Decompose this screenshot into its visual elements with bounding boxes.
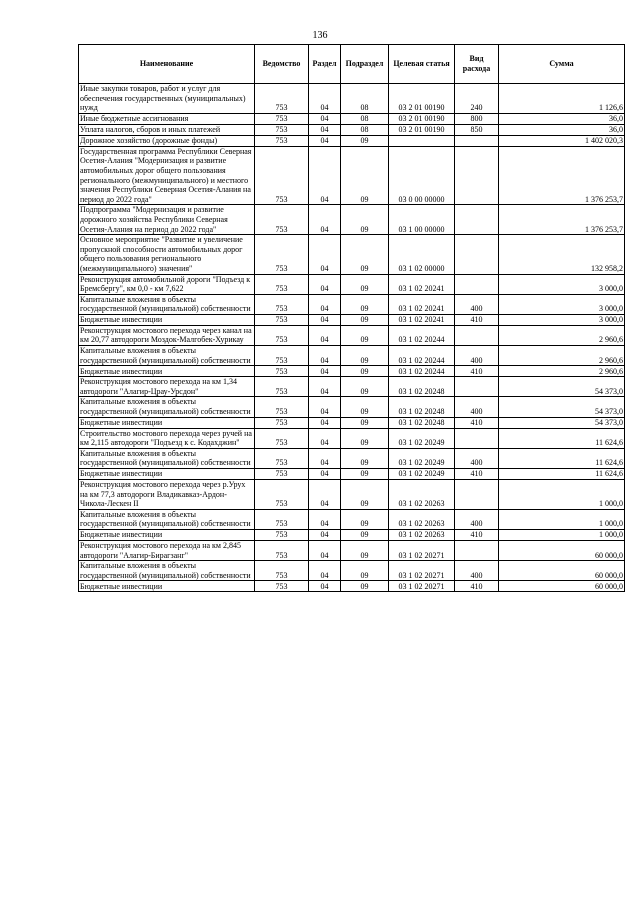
row-section: 04 [309,561,341,581]
row-target-article: 03 1 02 20241 [389,314,455,325]
table-row [79,480,625,510]
row-amount: 1 000,0 [499,480,625,510]
row-amount: 1 126,6 [499,84,625,114]
row-name: Бюджетные инвестиции [79,529,255,540]
row-subsection: 09 [341,397,389,417]
row-expense-type [455,205,499,235]
row-section: 04 [309,274,341,294]
header-target-article: Целевая статья [389,45,455,84]
row-department: 753 [255,325,309,345]
row-subsection: 09 [341,294,389,314]
row-amount: 60 000,0 [499,540,625,560]
row-amount: 1 376 253,7 [499,146,625,205]
row-amount: 60 000,0 [499,581,625,592]
row-section: 04 [309,346,341,366]
row-name: Капитальные вложения в объекты государственной (муниципальной) собственности [79,448,255,468]
row-expense-type [455,235,499,274]
row-expense-type [455,135,499,146]
table-row [79,540,625,560]
row-section: 04 [309,205,341,235]
row-department: 753 [255,417,309,428]
row-target-article: 03 2 01 00190 [389,113,455,124]
row-subsection: 08 [341,124,389,135]
row-department: 753 [255,581,309,592]
row-amount: 3 000,0 [499,274,625,294]
row-department: 753 [255,146,309,205]
row-target-article: 03 0 00 00000 [389,146,455,205]
row-expense-type [455,540,499,560]
row-section: 04 [309,366,341,377]
row-subsection: 08 [341,113,389,124]
table-row [79,366,625,377]
table-row [79,561,625,581]
row-expense-type: 400 [455,448,499,468]
row-department: 753 [255,84,309,114]
header-row [79,45,625,84]
row-department: 753 [255,314,309,325]
row-department: 753 [255,448,309,468]
row-section: 04 [309,529,341,540]
row-department: 753 [255,205,309,235]
row-target-article: 03 1 02 20249 [389,469,455,480]
row-expense-type [455,325,499,345]
row-department: 753 [255,366,309,377]
row-department: 753 [255,561,309,581]
row-name: Государственная программа Республики Северная Осетия-Алания "Модернизация и развитие автомобильных дорог общего пользования регионального (межмуниципального) и местного значения Республики Северная Осетия-Алания на период до 2022 года" [79,146,255,205]
header-subsection: Подраздел [341,45,389,84]
row-expense-type: 850 [455,124,499,135]
row-name: Строительство мостового перехода через ручей на км 2,115 автодороги "Подъезд к с. Кодахджин" [79,428,255,448]
row-subsection: 09 [341,428,389,448]
table-row [79,509,625,529]
row-expense-type: 400 [455,509,499,529]
row-name: Капитальные вложения в объекты государственной (муниципальной) собственности [79,509,255,529]
row-expense-type: 410 [455,469,499,480]
row-target-article: 03 1 02 20263 [389,480,455,510]
row-amount: 2 960,6 [499,366,625,377]
row-amount: 11 624,6 [499,428,625,448]
row-section: 04 [309,480,341,510]
row-amount: 1 376 253,7 [499,205,625,235]
row-expense-type: 410 [455,417,499,428]
row-department: 753 [255,509,309,529]
row-target-article: 03 1 02 20241 [389,294,455,314]
row-name: Дорожное хозяйство (дорожные фонды) [79,135,255,146]
row-name: Капитальные вложения в объекты государственной (муниципальной) собственности [79,346,255,366]
row-subsection: 09 [341,274,389,294]
row-target-article: 03 1 02 20248 [389,377,455,397]
row-department: 753 [255,480,309,510]
table-row [79,377,625,397]
row-department: 753 [255,540,309,560]
row-name: Иные бюджетные ассигнования [79,113,255,124]
row-amount: 3 000,0 [499,314,625,325]
row-subsection: 09 [341,417,389,428]
row-subsection: 09 [341,529,389,540]
row-target-article: 03 1 02 20248 [389,417,455,428]
row-expense-type [455,377,499,397]
row-target-article [389,135,455,146]
row-amount: 54 373,0 [499,377,625,397]
row-department: 753 [255,346,309,366]
row-target-article: 03 1 02 20271 [389,540,455,560]
row-amount: 1 000,0 [499,529,625,540]
row-target-article: 03 1 02 20249 [389,428,455,448]
row-target-article: 03 1 02 20244 [389,346,455,366]
row-name: Реконструкция мостового перехода через р.Урух на км 77,3 автодороги Владикавказ-Ардон-Чикола-Лескен II [79,480,255,510]
table-row [79,529,625,540]
row-department: 753 [255,377,309,397]
row-amount: 60 000,0 [499,561,625,581]
row-subsection: 09 [341,509,389,529]
row-section: 04 [309,540,341,560]
row-target-article: 03 2 01 00190 [389,84,455,114]
table-row [79,135,625,146]
table-row [79,397,625,417]
row-section: 04 [309,377,341,397]
row-expense-type: 400 [455,561,499,581]
row-name: Бюджетные инвестиции [79,417,255,428]
table-row [79,448,625,468]
row-name: Реконструкция мостового перехода через канал на км 20,77 автодороги Моздок-Малгобек-Хурикау [79,325,255,345]
row-amount: 11 624,6 [499,469,625,480]
row-department: 753 [255,397,309,417]
row-subsection: 09 [341,366,389,377]
table-body [79,84,625,592]
row-subsection: 09 [341,561,389,581]
row-expense-type: 800 [455,113,499,124]
row-name: Бюджетные инвестиции [79,469,255,480]
row-target-article: 03 1 02 20249 [389,448,455,468]
header-section: Раздел [309,45,341,84]
header-amount: Сумма [499,45,625,84]
row-section: 04 [309,417,341,428]
table-row [79,294,625,314]
row-target-article: 03 1 02 20263 [389,529,455,540]
table-row [79,146,625,205]
row-section: 04 [309,581,341,592]
row-expense-type: 400 [455,294,499,314]
row-name: Реконструкция автомобильной дороги "Подъезд к Бремсбергу", км 0,0 - км 7,622 [79,274,255,294]
row-subsection: 09 [341,540,389,560]
row-name: Реконструкция мостового перехода на км 1,34 автодороги "Алагир-Црау-Урсдон" [79,377,255,397]
row-amount: 3 000,0 [499,294,625,314]
row-expense-type: 410 [455,366,499,377]
row-target-article: 03 1 02 20244 [389,325,455,345]
row-expense-type [455,274,499,294]
row-subsection: 09 [341,235,389,274]
row-name: Иные закупки товаров, работ и услуг для обеспечения государственных (муниципальных) нужд [79,84,255,114]
row-target-article: 03 1 00 00000 [389,205,455,235]
row-target-article: 03 1 02 20271 [389,581,455,592]
row-target-article: 03 1 02 20244 [389,366,455,377]
budget-table [78,44,625,592]
row-department: 753 [255,469,309,480]
row-section: 04 [309,113,341,124]
row-expense-type: 240 [455,84,499,114]
table-row [79,314,625,325]
row-subsection: 09 [341,469,389,480]
row-name: Капитальные вложения в объекты государственной (муниципальной) собственности [79,561,255,581]
row-amount: 2 960,6 [499,325,625,345]
row-amount: 11 624,6 [499,448,625,468]
row-expense-type: 400 [455,397,499,417]
table-row [79,346,625,366]
row-subsection: 09 [341,480,389,510]
row-expense-type: 410 [455,581,499,592]
row-expense-type: 400 [455,346,499,366]
header-expense-type: Вид расхода [455,45,499,84]
row-subsection: 08 [341,84,389,114]
row-subsection: 09 [341,377,389,397]
row-amount: 1 402 020,3 [499,135,625,146]
row-department: 753 [255,274,309,294]
table-row [79,428,625,448]
row-section: 04 [309,314,341,325]
row-subsection: 09 [341,314,389,325]
row-subsection: 09 [341,325,389,345]
row-amount: 54 373,0 [499,397,625,417]
row-target-article: 03 1 02 20248 [389,397,455,417]
row-name: Бюджетные инвестиции [79,314,255,325]
table-row [79,235,625,274]
row-subsection: 09 [341,205,389,235]
header-name: Наименование [79,45,255,84]
table-row [79,124,625,135]
row-name: Основное мероприятие "Развитие и увеличение пропускной способности автомобильных дорог общего пользования регионального (межмуниципального) значения" [79,235,255,274]
row-amount: 36,0 [499,124,625,135]
table-row [79,325,625,345]
row-amount: 54 373,0 [499,417,625,428]
row-target-article: 03 1 02 20263 [389,509,455,529]
row-subsection: 09 [341,135,389,146]
row-subsection: 09 [341,146,389,205]
row-name: Уплата налогов, сборов и иных платежей [79,124,255,135]
row-section: 04 [309,428,341,448]
table-row [79,205,625,235]
row-target-article: 03 1 02 00000 [389,235,455,274]
header-department: Ведомство [255,45,309,84]
row-subsection: 09 [341,346,389,366]
row-amount: 1 000,0 [499,509,625,529]
table-row [79,113,625,124]
row-department: 753 [255,529,309,540]
row-target-article: 03 2 01 00190 [389,124,455,135]
row-section: 04 [309,325,341,345]
table-row [79,417,625,428]
row-amount: 36,0 [499,113,625,124]
row-name: Бюджетные инвестиции [79,581,255,592]
table-row [79,581,625,592]
row-department: 753 [255,113,309,124]
table-row [79,84,625,114]
row-name: Капитальные вложения в объекты государственной (муниципальной) собственности [79,397,255,417]
row-section: 04 [309,469,341,480]
row-department: 753 [255,428,309,448]
table-row [79,274,625,294]
row-target-article: 03 1 02 20241 [389,274,455,294]
row-section: 04 [309,146,341,205]
row-subsection: 09 [341,581,389,592]
row-expense-type: 410 [455,314,499,325]
row-expense-type [455,480,499,510]
row-department: 753 [255,124,309,135]
row-section: 04 [309,397,341,417]
row-department: 753 [255,294,309,314]
row-amount: 132 958,2 [499,235,625,274]
row-amount: 2 960,6 [499,346,625,366]
row-name: Реконструкция мостового перехода на км 2,845 автодороги "Алагир-Бирагзанг" [79,540,255,560]
row-expense-type [455,428,499,448]
row-section: 04 [309,294,341,314]
row-name: Подпрограмма "Модернизация и развитие дорожного хозяйства Республики Северная Осетия-Алания на период до 2022 года" [79,205,255,235]
row-section: 04 [309,509,341,529]
row-expense-type [455,146,499,205]
row-name: Капитальные вложения в объекты государственной (муниципальной) собственности [79,294,255,314]
row-section: 04 [309,84,341,114]
row-section: 04 [309,235,341,274]
row-subsection: 09 [341,448,389,468]
table-row [79,469,625,480]
page-number: 136 [312,30,328,41]
row-expense-type: 410 [455,529,499,540]
table-header [79,45,625,84]
row-section: 04 [309,124,341,135]
row-department: 753 [255,235,309,274]
row-section: 04 [309,448,341,468]
row-section: 04 [309,135,341,146]
row-department: 753 [255,135,309,146]
row-name: Бюджетные инвестиции [79,366,255,377]
row-target-article: 03 1 02 20271 [389,561,455,581]
